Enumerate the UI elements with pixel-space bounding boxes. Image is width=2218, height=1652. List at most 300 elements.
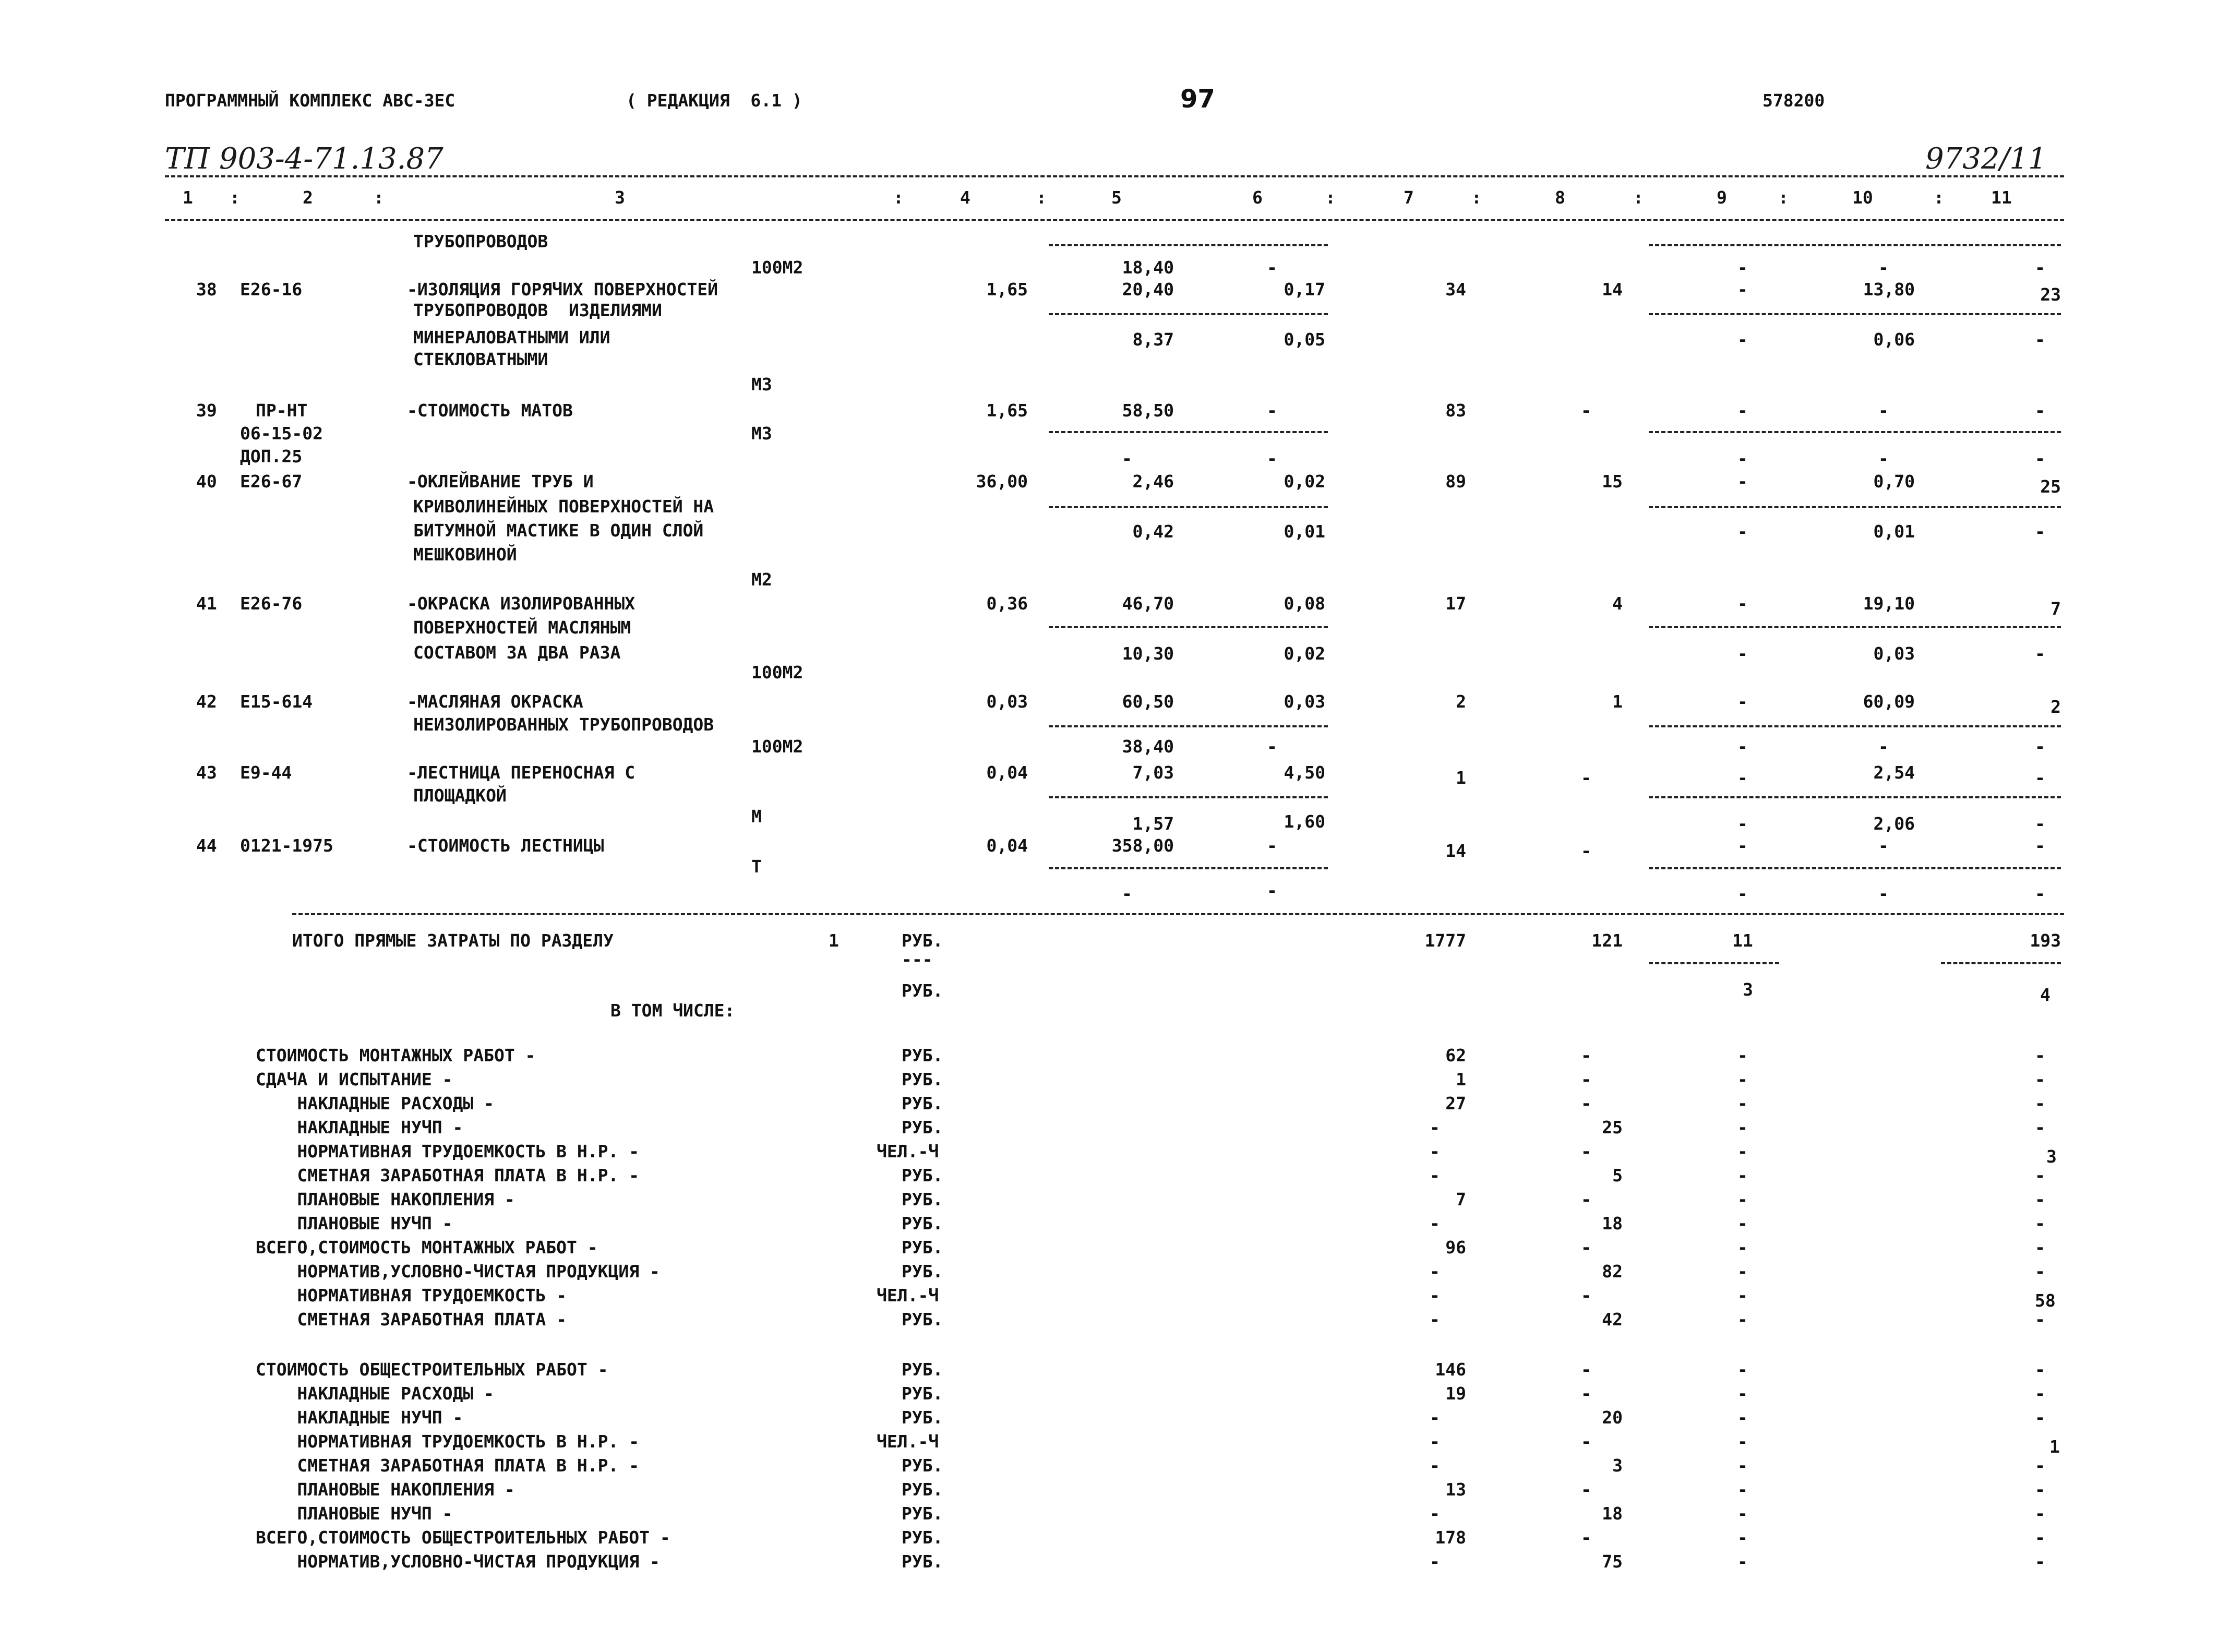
item-name: -ОКЛЕЙВАНИЕ ТРУБ И — [407, 471, 594, 492]
cell-value: 89 — [1445, 471, 1466, 492]
item-name: СТЕКЛОВАТНЫМИ — [413, 349, 548, 369]
summary-label: НОРМАТИВНАЯ ТРУДОЕМКОСТЬ В Н.Р. - — [256, 1431, 640, 1452]
summary-value: - — [1430, 1431, 1440, 1452]
cell-value: 0,08 — [1284, 593, 1325, 614]
cell-value: 1 — [1612, 691, 1623, 712]
summary-value: - — [1581, 1189, 1591, 1210]
cell-value: 2,06 — [1873, 813, 1915, 834]
summary-unit: РУБ. — [902, 1309, 943, 1330]
summary-label: НАКЛАДНЫЕ НУЧП - — [256, 1117, 463, 1138]
cell-value: 0,04 — [986, 762, 1028, 783]
summary-value: 19 — [1445, 1383, 1466, 1404]
cell-value: - — [1878, 448, 1889, 469]
item-name: -ЛЕСТНИЦА ПЕРЕНОСНАЯ С — [407, 762, 636, 783]
item-unit: 100М2 — [751, 736, 804, 757]
totals-label: ИТОГО ПРЯМЫЕ ЗАТРАТЫ ПО РАЗДЕЛУ — [292, 930, 614, 951]
summary-value: 27 — [1445, 1093, 1466, 1114]
summary-value: - — [1430, 1551, 1440, 1572]
summary-value: - — [2035, 1237, 2045, 1258]
cell-value: 60,50 — [1122, 691, 1174, 712]
summary-value: - — [1430, 1309, 1440, 1330]
col-separator: : — [1934, 187, 1944, 208]
summary-value: - — [1737, 1189, 1748, 1210]
summary-value: - — [1430, 1213, 1440, 1234]
cell-value: 14 — [1602, 279, 1623, 300]
cell-value: - — [1581, 400, 1591, 421]
summary-value: 146 — [1435, 1359, 1466, 1380]
item-number: 40 — [196, 471, 217, 492]
col-header: 10 — [1852, 187, 1873, 208]
summary-value: 1 — [2049, 1436, 2060, 1457]
cell-value: - — [2035, 835, 2045, 856]
summary-value: - — [2035, 1093, 2045, 1114]
cell-value: - — [1267, 400, 1277, 421]
summary-unit: РУБ. — [902, 1093, 943, 1114]
header-rule-top — [165, 175, 2064, 177]
summary-value: - — [1737, 1141, 1748, 1162]
cell-value: 10,30 — [1122, 643, 1174, 664]
cell-rule — [1049, 626, 1328, 628]
item-code: Е26-67 — [240, 471, 303, 492]
summary-value: - — [1430, 1455, 1440, 1476]
item-number: 41 — [196, 593, 217, 614]
cell-rule — [1049, 431, 1328, 433]
cell-value: 1,65 — [986, 279, 1028, 300]
cell-value: 2 — [1456, 691, 1466, 712]
summary-value: - — [1737, 1045, 1748, 1066]
cell-value: - — [2035, 400, 2045, 421]
cell-value: - — [1737, 691, 1748, 712]
cell-rule — [1649, 867, 2061, 869]
item-unit: М — [751, 806, 762, 827]
item-unit: 100М2 — [751, 257, 804, 278]
cell-value: - — [2035, 329, 2045, 350]
summary-label: СТОИМОСТЬ ОБЩЕСТРОИТЕЛЬНЫХ РАБОТ - — [256, 1359, 608, 1380]
summary-value: 18 — [1602, 1503, 1623, 1524]
summary-label: СМЕТНАЯ ЗАРАБОТНАЯ ПЛАТА В Н.Р. - — [256, 1165, 640, 1186]
cell-value: - — [1878, 257, 1889, 278]
item-code: Е15-614 — [240, 691, 313, 712]
summary-value: - — [1581, 1359, 1591, 1380]
cell-value: 0,42 — [1132, 521, 1174, 542]
totals-unit: РУБ. — [902, 980, 943, 1001]
cell-value: - — [2035, 257, 2045, 278]
cell-value: 14 — [1445, 841, 1466, 861]
col-header: 8 — [1555, 187, 1565, 208]
summary-value: - — [1581, 1479, 1591, 1500]
cell-value: 19,10 — [1863, 593, 1915, 614]
summary-value: - — [1737, 1431, 1748, 1452]
summary-value: 18 — [1602, 1213, 1623, 1234]
summary-value: - — [1430, 1407, 1440, 1428]
cell-rule — [1649, 313, 2061, 315]
summary-value: - — [1737, 1383, 1748, 1404]
item-name: СОСТАВОМ ЗА ДВА РАЗА — [413, 642, 621, 663]
summary-label: НОРМАТИВНАЯ ТРУДОЕМКОСТЬ В Н.Р. - — [256, 1141, 640, 1162]
summary-value: 5 — [1612, 1165, 1623, 1186]
item-code: 0121-1975 — [240, 835, 333, 856]
summary-unit: РУБ. — [902, 1527, 943, 1548]
summary-unit: РУБ. — [902, 1359, 943, 1380]
summary-value: - — [1430, 1285, 1440, 1306]
summary-value: 13 — [1445, 1479, 1466, 1500]
summary-value: - — [2035, 1455, 2045, 1476]
cell-value: - — [1737, 521, 1748, 542]
item-name: ТРУБОПРОВОДОВ — [413, 231, 548, 252]
summary-label: НОРМАТИВ,УСЛОВНО-ЧИСТАЯ ПРОДУКЦИЯ - — [256, 1551, 660, 1572]
cell-value: 0,03 — [1284, 691, 1325, 712]
cell-value: 1,57 — [1132, 813, 1174, 834]
summary-value: - — [2035, 1165, 2045, 1186]
summary-value: 96 — [1445, 1237, 1466, 1258]
col-separator: : — [230, 187, 240, 208]
cell-rule — [1649, 962, 1779, 964]
item-number: 42 — [196, 691, 217, 712]
item-unit: 100М2 — [751, 662, 804, 683]
summary-label: НОРМАТИВ,УСЛОВНО-ЧИСТАЯ ПРОДУКЦИЯ - — [256, 1261, 660, 1282]
item-name: -СТОИМОСТЬ ЛЕСТНИЦЫ — [407, 835, 604, 856]
cell-value: 60,09 — [1863, 691, 1915, 712]
header-rule-bottom — [165, 219, 2064, 221]
summary-value: - — [1430, 1261, 1440, 1282]
program-edition: ( РЕДАКЦИЯ 6.1 ) — [626, 90, 802, 111]
cell-value: 0,03 — [986, 691, 1028, 712]
summary-unit: РУБ. — [902, 1261, 943, 1282]
cell-rule — [1049, 244, 1328, 246]
cell-value: 13,80 — [1863, 279, 1915, 300]
cell-value: 34 — [1445, 279, 1466, 300]
cell-value: - — [1581, 841, 1591, 861]
summary-unit: РУБ. — [902, 1551, 943, 1572]
cell-value: - — [1267, 835, 1277, 856]
cell-rule — [1649, 431, 2061, 433]
col-separator: : — [374, 187, 384, 208]
cell-value: 7 — [2051, 598, 2061, 619]
col-header: 6 — [1252, 187, 1263, 208]
cell-value: 83 — [1445, 400, 1466, 421]
summary-label: НАКЛАДНЫЕ РАСХОДЫ - — [256, 1093, 494, 1114]
cell-value: - — [1737, 813, 1748, 834]
cell-value: 1 — [1456, 768, 1466, 788]
cell-value: 0,17 — [1284, 279, 1325, 300]
summary-value: 1 — [1456, 1069, 1466, 1090]
summary-label: СМЕТНАЯ ЗАРАБОТНАЯ ПЛАТА В Н.Р. - — [256, 1455, 640, 1476]
summary-unit: ЧЕЛ.-Ч — [877, 1141, 939, 1162]
summary-value: - — [1430, 1165, 1440, 1186]
item-name: КРИВОЛИНЕЙНЫХ ПОВЕРХНОСТЕЙ НА — [413, 496, 714, 517]
summary-unit: РУБ. — [902, 1503, 943, 1524]
summary-value: - — [1581, 1285, 1591, 1306]
summary-value: 178 — [1435, 1527, 1466, 1548]
item-name: -ОКРАСКА ИЗОЛИРОВАННЫХ — [407, 593, 636, 614]
cell-rule — [1049, 725, 1328, 727]
summary-value: 58 — [2035, 1290, 2056, 1311]
item-name: -ИЗОЛЯЦИЯ ГОРЯЧИХ ПОВЕРХНОСТЕЙ — [407, 279, 718, 300]
item-name: ПОВЕРХНОСТЕЙ МАСЛЯНЫМ — [413, 617, 631, 638]
summary-value: - — [1737, 1407, 1748, 1428]
cell-value: 0,02 — [1284, 643, 1325, 664]
summary-value: 42 — [1602, 1309, 1623, 1330]
col-header: 2 — [303, 187, 313, 208]
summary-unit: РУБ. — [902, 1069, 943, 1090]
summary-unit: РУБ. — [902, 1455, 943, 1476]
summary-value: - — [1581, 1431, 1591, 1452]
summary-value: - — [1737, 1117, 1748, 1138]
summary-value: - — [2035, 1359, 2045, 1380]
cell-value: - — [1581, 768, 1591, 788]
summary-label: ВСЕГО,СТОИМОСТЬ ОБЩЕСТРОИТЕЛЬНЫХ РАБОТ - — [256, 1527, 670, 1548]
summary-unit: РУБ. — [902, 1407, 943, 1428]
total-value: 1777 — [1424, 930, 1466, 951]
summary-label: ПЛАНОВЫЕ НУЧП - — [256, 1503, 453, 1524]
summary-value: - — [2035, 1479, 2045, 1500]
cell-rule — [1049, 796, 1328, 798]
summary-label: СДАЧА И ИСПЫТАНИЕ - — [256, 1069, 453, 1090]
summary-label: ПЛАНОВЫЕ НУЧП - — [256, 1213, 453, 1234]
cell-value: 7,03 — [1132, 762, 1174, 783]
cell-value: 0,04 — [986, 835, 1028, 856]
cell-value: - — [2035, 448, 2045, 469]
summary-value: - — [2035, 1069, 2045, 1090]
summary-label: НОРМАТИВНАЯ ТРУДОЕМКОСТЬ - — [256, 1285, 567, 1306]
summary-value: - — [1430, 1141, 1440, 1162]
cell-value: - — [1878, 400, 1889, 421]
cell-value: 4 — [1612, 593, 1623, 614]
summary-label: НАКЛАДНЫЕ НУЧП - — [256, 1407, 463, 1428]
summary-value: - — [1737, 1309, 1748, 1330]
summary-value: 7 — [1456, 1189, 1466, 1210]
cell-value: - — [2035, 643, 2045, 664]
summary-unit: ЧЕЛ.-Ч — [877, 1285, 939, 1306]
cell-value: - — [1737, 471, 1748, 492]
item-name: НЕИЗОЛИРОВАННЫХ ТРУБОПРОВОДОВ — [413, 714, 714, 735]
summary-value: 25 — [1602, 1117, 1623, 1138]
cell-value: 15 — [1602, 471, 1623, 492]
item-unit: Т — [751, 856, 762, 877]
item-name: БИТУМНОЙ МАСТИКЕ В ОДИН СЛОЙ — [413, 520, 704, 541]
totals-unit-rule: --- — [902, 949, 933, 969]
col-header: 3 — [615, 187, 625, 208]
cell-value: - — [2035, 813, 2045, 834]
summary-value: - — [2035, 1309, 2045, 1330]
total-value: 121 — [1591, 930, 1623, 951]
summary-label: ПЛАНОВЫЕ НАКОПЛЕНИЯ - — [256, 1479, 515, 1500]
summary-value: 62 — [1445, 1045, 1466, 1066]
item-unit: М3 — [751, 423, 772, 444]
cell-value: - — [2035, 736, 2045, 757]
cell-value: 358,00 — [1111, 835, 1174, 856]
cell-value: 23 — [2040, 284, 2061, 305]
summary-value: - — [1430, 1117, 1440, 1138]
item-name: МЕШКОВИНОЙ — [413, 544, 517, 565]
item-number: 39 — [196, 400, 217, 421]
summary-label: ВСЕГО,СТОИМОСТЬ МОНТАЖНЫХ РАБОТ - — [256, 1237, 598, 1258]
summary-value: - — [2035, 1407, 2045, 1428]
cell-rule — [1649, 796, 2061, 798]
col-header: 7 — [1404, 187, 1414, 208]
summary-value: - — [1581, 1527, 1591, 1548]
summary-value: 20 — [1602, 1407, 1623, 1428]
totals-unit: РУБ. — [902, 930, 943, 951]
col-separator: : — [1633, 187, 1644, 208]
cell-value: 1,60 — [1284, 811, 1325, 832]
total-value: 4 — [2040, 985, 2051, 1005]
item-unit: М2 — [751, 569, 772, 590]
item-name: -СТОИМОСТЬ МАТОВ — [407, 400, 573, 421]
summary-value: 82 — [1602, 1261, 1623, 1282]
item-name: МИНЕРАЛОВАТНЫМИ ИЛИ — [413, 327, 610, 348]
cell-value: 38,40 — [1122, 736, 1174, 757]
item-code: Е26-76 — [240, 593, 303, 614]
project-number: ТП 903-4-71.13.87 — [165, 142, 443, 176]
section-rule — [292, 913, 2064, 915]
cell-value: - — [1737, 736, 1748, 757]
cell-value: 2,54 — [1873, 762, 1915, 783]
item-unit: М3 — [751, 374, 772, 394]
cell-value: 4,50 — [1284, 762, 1325, 783]
col-header: 1 — [183, 187, 193, 208]
col-separator: : — [1471, 187, 1482, 208]
total-value: 3 — [1743, 979, 1753, 1000]
summary-value: 75 — [1602, 1551, 1623, 1572]
col-separator: : — [1036, 187, 1047, 208]
item-number: 38 — [196, 279, 217, 300]
summary-value: - — [2035, 1261, 2045, 1282]
cell-value: - — [1122, 448, 1132, 469]
item-code: ДОП.25 — [240, 446, 303, 466]
cell-value: 0,03 — [1873, 643, 1915, 664]
cell-value: 0,06 — [1873, 329, 1915, 350]
item-name: ПЛОЩАДКОЙ — [413, 785, 507, 806]
summary-unit: ЧЕЛ.-Ч — [877, 1431, 939, 1452]
cell-value: 0,05 — [1284, 329, 1325, 350]
item-number: 44 — [196, 835, 217, 856]
summary-unit: РУБ. — [902, 1189, 943, 1210]
sheet-number: 9732/11 — [1925, 142, 2047, 176]
summary-value: - — [2035, 1551, 2045, 1572]
cell-value: - — [1737, 448, 1748, 469]
summary-value: - — [1737, 1359, 1748, 1380]
cell-value: 0,36 — [986, 593, 1028, 614]
summary-value: - — [1581, 1069, 1591, 1090]
including-label: В ТОМ ЧИСЛЕ: — [610, 1000, 735, 1021]
summary-value: - — [1581, 1045, 1591, 1066]
cell-value: 2 — [2051, 697, 2061, 717]
cell-value: 20,40 — [1122, 279, 1174, 300]
total-value: 11 — [1732, 930, 1753, 951]
program-name: ПРОГРАММНЫЙ КОМПЛЕКС АВС-ЗЕС — [165, 90, 455, 111]
summary-value: - — [2035, 1189, 2045, 1210]
summary-unit: РУБ. — [902, 1237, 943, 1258]
cell-value: 18,40 — [1122, 257, 1174, 278]
cell-value: 0,70 — [1873, 471, 1915, 492]
col-header: 5 — [1111, 187, 1122, 208]
cell-value: - — [1267, 257, 1277, 278]
cell-value: - — [1737, 279, 1748, 300]
summary-value: - — [2035, 1503, 2045, 1524]
summary-value: - — [1737, 1527, 1748, 1548]
summary-unit: РУБ. — [902, 1383, 943, 1404]
page-number: 97 — [1180, 85, 1215, 114]
cell-value: 1,65 — [986, 400, 1028, 421]
summary-unit: РУБ. — [902, 1045, 943, 1066]
summary-unit: РУБ. — [902, 1165, 943, 1186]
cell-value: - — [1737, 329, 1748, 350]
summary-label: СТОИМОСТЬ МОНТАЖНЫХ РАБОТ - — [256, 1045, 536, 1066]
summary-value: - — [1581, 1237, 1591, 1258]
summary-unit: РУБ. — [902, 1479, 943, 1500]
cell-rule — [1941, 962, 2061, 964]
cell-value: - — [2035, 521, 2045, 542]
summary-value: - — [1737, 1455, 1748, 1476]
cell-value: - — [1737, 643, 1748, 664]
summary-value: - — [1737, 1503, 1748, 1524]
col-separator: : — [1325, 187, 1336, 208]
summary-label: СМЕТНАЯ ЗАРАБОТНАЯ ПЛАТА - — [256, 1309, 567, 1330]
item-code: ПР-НТ — [256, 400, 308, 421]
item-number: 43 — [196, 762, 217, 783]
summary-label: ПЛАНОВЫЕ НАКОПЛЕНИЯ - — [256, 1189, 515, 1210]
summary-unit: РУБ. — [902, 1213, 943, 1234]
summary-value: - — [2035, 1527, 2045, 1548]
item-name: -МАСЛЯНАЯ ОКРАСКА — [407, 691, 583, 712]
cell-rule — [1049, 313, 1328, 315]
cell-value: 0,02 — [1284, 471, 1325, 492]
summary-value: - — [1581, 1141, 1591, 1162]
cell-value: - — [2035, 768, 2045, 788]
cell-value: - — [1267, 448, 1277, 469]
cell-value: - — [1737, 400, 1748, 421]
cell-value: - — [1737, 768, 1748, 788]
cell-value: - — [1737, 883, 1748, 904]
total-value: 193 — [2030, 930, 2061, 951]
cell-rule — [1049, 506, 1328, 508]
totals-section: 1 — [829, 930, 839, 951]
summary-value: - — [2035, 1383, 2045, 1404]
summary-value: - — [1737, 1261, 1748, 1282]
cell-value: 8,37 — [1132, 329, 1174, 350]
item-code: Е26-16 — [240, 279, 303, 300]
cell-value: - — [1737, 257, 1748, 278]
summary-value: - — [1737, 1237, 1748, 1258]
summary-value: - — [2035, 1213, 2045, 1234]
summary-value: - — [1737, 1069, 1748, 1090]
cell-value: 36,00 — [976, 471, 1028, 492]
cell-value: 46,70 — [1122, 593, 1174, 614]
summary-value: - — [1737, 1093, 1748, 1114]
cell-value: - — [1737, 593, 1748, 614]
summary-value: 3 — [2046, 1146, 2057, 1167]
cell-value: 25 — [2040, 476, 2061, 497]
item-code: 06-15-02 — [240, 423, 323, 444]
summary-unit: РУБ. — [902, 1117, 943, 1138]
cell-rule — [1049, 867, 1328, 869]
cell-value: 2,46 — [1132, 471, 1174, 492]
cell-rule — [1649, 626, 2061, 628]
cell-value: - — [1737, 835, 1748, 856]
col-header: 11 — [1991, 187, 2012, 208]
col-separator: : — [1778, 187, 1789, 208]
cell-value: - — [1267, 880, 1277, 901]
cell-value: - — [1267, 736, 1277, 757]
cell-rule — [1649, 506, 2061, 508]
cell-value: - — [1878, 835, 1889, 856]
cell-value: - — [1122, 883, 1132, 904]
summary-value: 3 — [1612, 1455, 1623, 1476]
summary-value: - — [1737, 1551, 1748, 1572]
col-header: 9 — [1717, 187, 1727, 208]
cell-value: 58,50 — [1122, 400, 1174, 421]
